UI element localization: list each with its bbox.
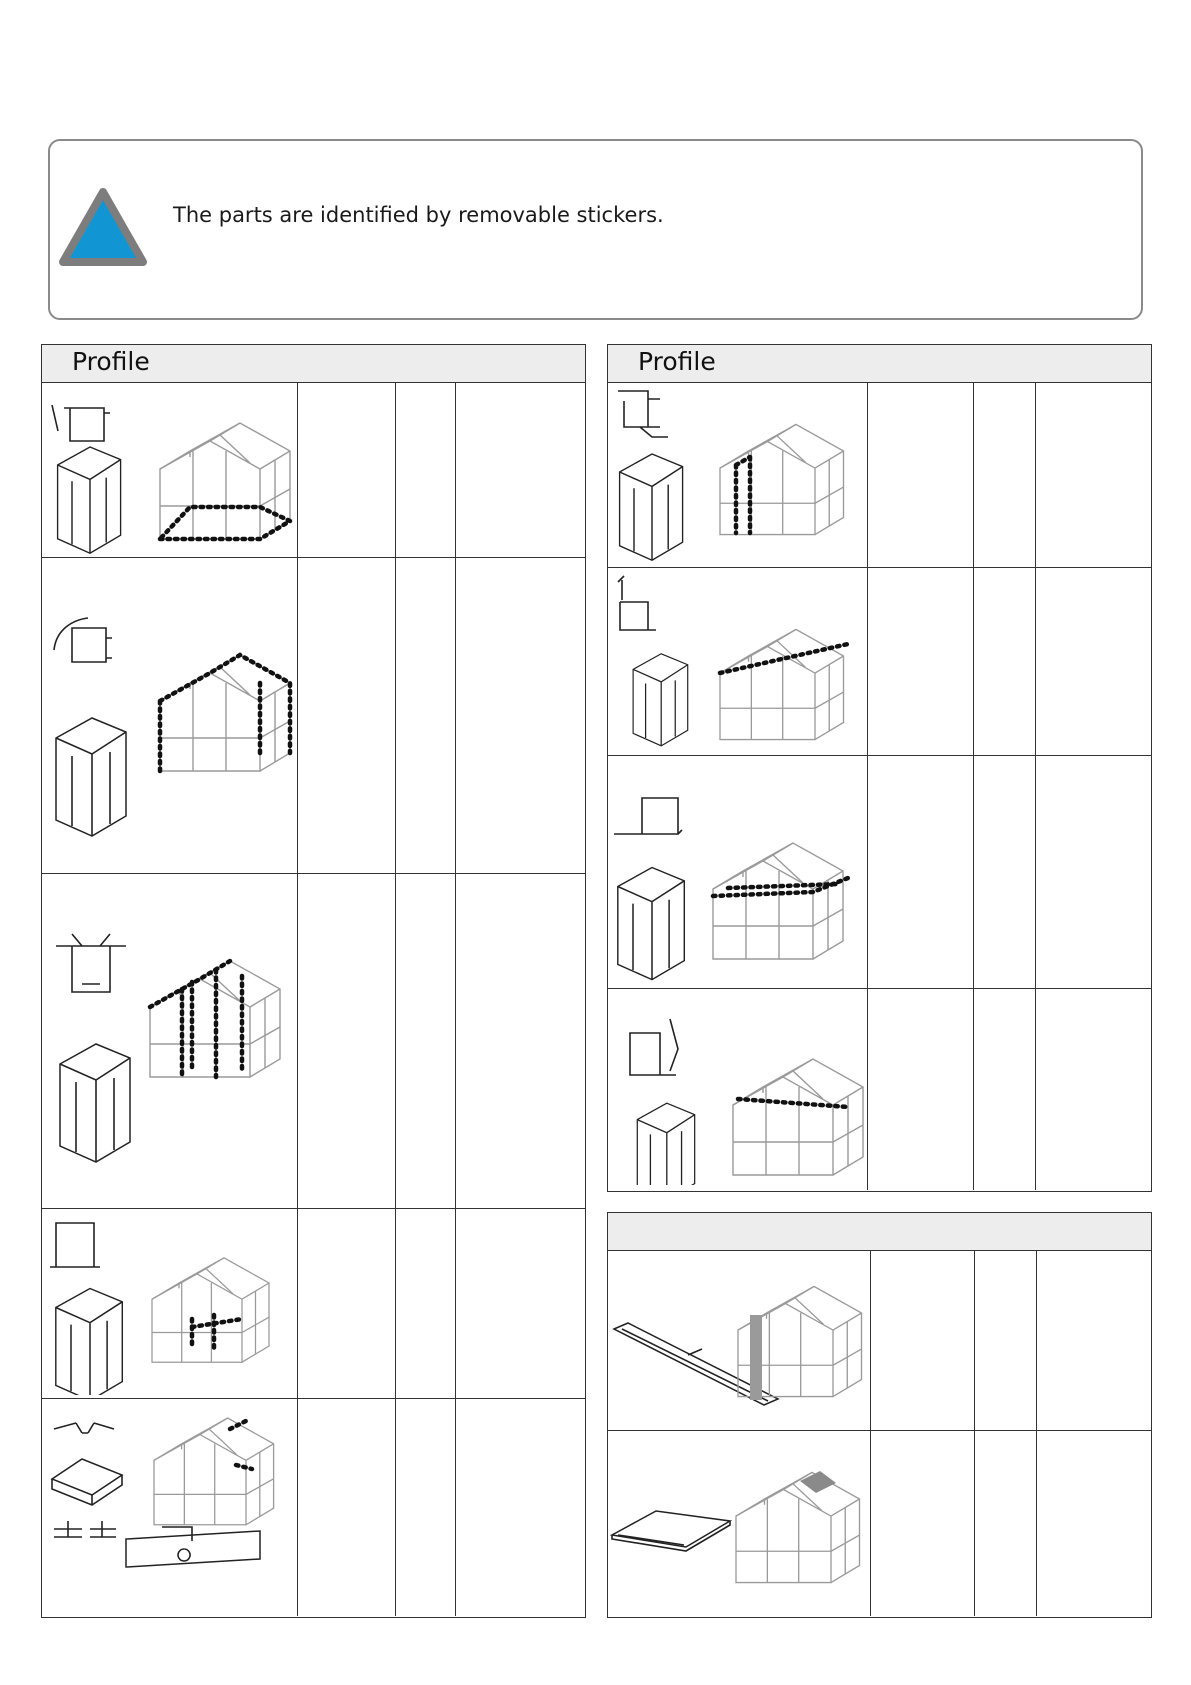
connectors-illustration — [42, 1399, 297, 1611]
right-table-header — [608, 345, 1151, 383]
right-row2-code-cell — [867, 568, 973, 755]
left-row-base-profile — [42, 383, 585, 558]
left-row5-code-cell — [297, 1399, 395, 1616]
left-row1-note-cell — [455, 383, 585, 557]
left-table-header — [42, 345, 585, 383]
panel-row-door — [608, 1251, 1151, 1431]
left-row-door-profile — [42, 1209, 585, 1399]
right-row2-note-cell — [1035, 568, 1151, 755]
right-row1-code-cell — [867, 383, 973, 567]
door-panel-illustration — [608, 1251, 870, 1427]
left-row1-qty-cell — [395, 383, 455, 557]
panel-row1-code-cell — [870, 1251, 974, 1430]
panel-table-header — [608, 1213, 1151, 1251]
panel-row2-note-cell — [1036, 1431, 1151, 1616]
right-row-door-post — [608, 383, 1151, 568]
panel-row-vent — [608, 1431, 1151, 1616]
left-row3-qty-cell — [395, 874, 455, 1208]
right-parts-table — [607, 344, 1152, 1192]
right-row3-code-cell — [867, 756, 973, 988]
left-row1-code-cell — [297, 383, 395, 557]
panel-row1-note-cell — [1036, 1251, 1151, 1430]
right-row1-qty-cell — [973, 383, 1035, 567]
left-row5-note-cell — [455, 1399, 585, 1616]
door-profile-illustration — [42, 1209, 297, 1395]
left-row-connectors — [42, 1399, 585, 1616]
panel-parts-table — [607, 1212, 1152, 1618]
left-row2-qty-cell — [395, 558, 455, 873]
right-row-ridge — [608, 568, 1151, 756]
warning-triangle-icon — [57, 186, 149, 272]
left-row4-note-cell — [455, 1209, 585, 1398]
left-row4-qty-cell — [395, 1209, 455, 1398]
panel-row2-code-cell — [870, 1431, 974, 1616]
roof-vent-illustration — [608, 1431, 870, 1611]
right-row3-note-cell — [1035, 756, 1151, 988]
notice-message: The parts are identified by removable stickers. — [173, 203, 664, 227]
brace-profile-illustration — [608, 989, 868, 1185]
left-row-gable-profile — [42, 558, 585, 874]
right-row3-qty-cell — [973, 756, 1035, 988]
panel-row1-qty-cell — [974, 1251, 1036, 1430]
right-table-title: Profile — [638, 347, 716, 376]
left-row3-code-cell — [297, 874, 395, 1208]
left-table-title: Profile — [72, 347, 150, 376]
ridge-profile-illustration — [608, 568, 868, 752]
right-row-brace — [608, 989, 1151, 1190]
gable-profile-illustration — [42, 558, 297, 870]
tbar-profile-illustration — [42, 874, 297, 1204]
left-row2-code-cell — [297, 558, 395, 873]
notice-box — [48, 139, 1143, 320]
door-post-illustration — [608, 383, 868, 563]
right-row4-qty-cell — [973, 989, 1035, 1190]
left-row2-note-cell — [455, 558, 585, 873]
eave-profile-illustration — [608, 756, 868, 984]
right-row4-code-cell — [867, 989, 973, 1190]
left-parts-table — [41, 344, 586, 1618]
left-row5-qty-cell — [395, 1399, 455, 1616]
panel-row2-qty-cell — [974, 1431, 1036, 1616]
right-row1-note-cell — [1035, 383, 1151, 567]
base-profile-illustration — [42, 383, 297, 555]
right-row4-note-cell — [1035, 989, 1151, 1190]
left-row3-note-cell — [455, 874, 585, 1208]
right-row-eave — [608, 756, 1151, 989]
right-row2-qty-cell — [973, 568, 1035, 755]
left-row-tbar-profile — [42, 874, 585, 1209]
left-row4-code-cell — [297, 1209, 395, 1398]
